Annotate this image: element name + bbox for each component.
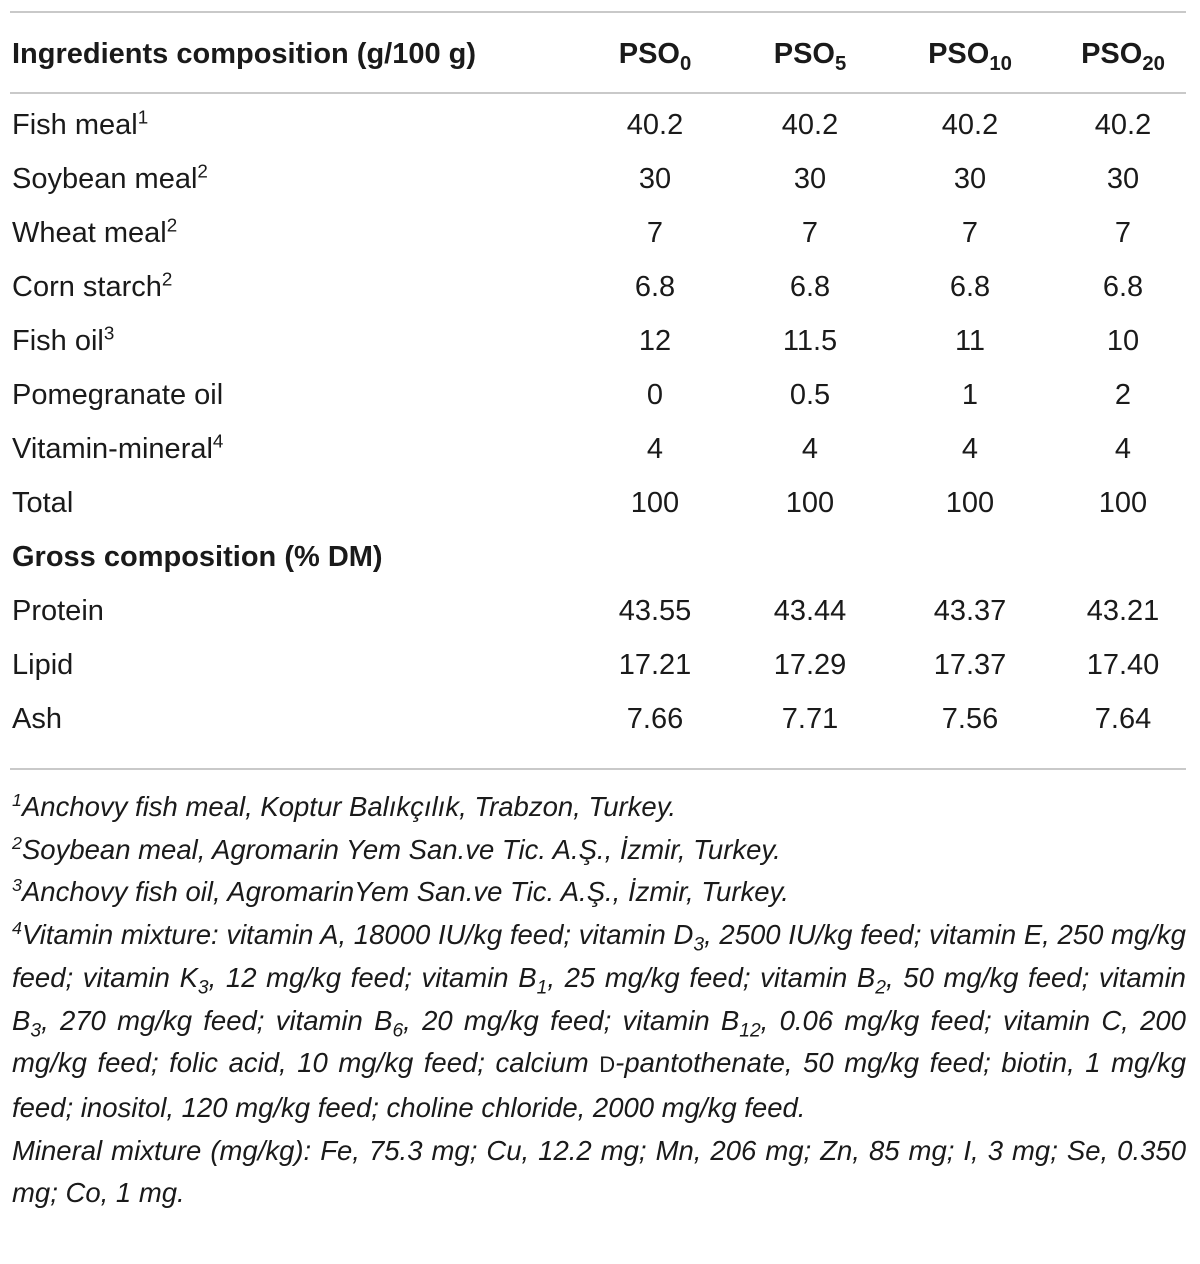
- top-rule: [10, 11, 1186, 13]
- header-ingredients-label: Ingredients composition (g/100 g): [12, 38, 477, 70]
- cell-value: 6.8: [789, 271, 831, 303]
- cell-value: 30: [793, 163, 827, 195]
- cell-value: 17.29: [773, 649, 847, 681]
- cell-value: 7: [1114, 217, 1132, 249]
- row-label: Protein: [12, 595, 104, 627]
- table-row: [10, 368, 1186, 422]
- cell-value: 100: [630, 487, 680, 519]
- cell-value: 2: [1114, 379, 1132, 411]
- table-row: [10, 584, 1186, 638]
- cell-value: 43.21: [1086, 595, 1160, 627]
- footnote-4: $^4$Vitamin mixture: vitamin A, 18000 IU/kg feed; vitamin $D_3$, 2500 IU/kg feed; vitamin E, 250 mg/kg feed; vitamin $K_3$, 12 mg/kg feed; vitamin $B_1$, 25 mg/kg feed; vitamin $B_2$, 50 mg/kg feed; vitamin $B_3$, 270 mg/kg feed; vitamin $B_6$, 20 mg/kg feed; vitamin $B_{12}$, 0.06 mg/kg feed; vitamin C, 200 mg/kg feed; folic acid, 10 mg/kg feed; calcium D-pantothenate, 50 mg/kg feed; biotin, 1 mg/kg feed; inositol, 120 mg/kg feed; choline chloride, 2000 mg/kg feed.: [12, 917, 1186, 1123]
- footnote-3: $^3$Anchovy fish oil, AgromarinYem San.ve Tic. A.Ş., İzmir, Turkey.: [12, 875, 789, 908]
- composition-table: [10, 18, 1186, 746]
- row-label: Ash: [12, 703, 62, 735]
- cell-value: 30: [953, 163, 987, 195]
- row-label: Vitamin-mineral$^4$: [12, 430, 224, 465]
- row-label: Pomegranate oil: [12, 379, 224, 411]
- table-row: [10, 638, 1186, 692]
- cell-value: 0: [646, 379, 664, 411]
- table-row: [10, 206, 1186, 260]
- section-row: [10, 530, 1186, 584]
- table-row: [10, 692, 1186, 746]
- cell-value: 4: [1114, 433, 1132, 465]
- cell-value: 12: [638, 325, 672, 357]
- row-label: Lipid: [12, 649, 74, 681]
- header-pso10: $PSO_{10}$: [928, 38, 1012, 75]
- footnote-mineral: Mineral mixture (mg/kg): Fe, 75.3 mg; Cu, 12.2 mg; Mn, 206 mg; Zn, 85 mg; I, 3 mg; Se, 0.350 mg; Co, 1 mg.: [12, 1134, 1186, 1209]
- cell-value: 100: [1098, 487, 1148, 519]
- cell-value: 4: [646, 433, 664, 465]
- bottom-rule: [10, 768, 1186, 770]
- cell-value: 30: [1106, 163, 1140, 195]
- cell-value: 0.5: [789, 379, 831, 411]
- cell-value: 7: [646, 217, 664, 249]
- row-label: Soybean meal$^2$: [12, 160, 208, 195]
- cell-value: 30: [638, 163, 672, 195]
- table-row: [10, 90, 1186, 152]
- row-label: Corn starch$^2$: [12, 268, 173, 303]
- cell-value: 40.2: [626, 109, 684, 141]
- cell-value: 7.66: [626, 703, 684, 735]
- cell-value: 6.8: [1102, 271, 1144, 303]
- header-row: [10, 18, 1186, 90]
- cell-value: 17.40: [1086, 649, 1160, 681]
- cell-value: 100: [785, 487, 835, 519]
- cell-value: 17.37: [933, 649, 1007, 681]
- cell-value: 43.37: [933, 595, 1007, 627]
- row-label: Fish oil$^3$: [12, 322, 115, 357]
- header-pso0: $PSO_0$: [618, 38, 692, 75]
- cell-value: 40.2: [1094, 109, 1152, 141]
- table-row: [10, 476, 1186, 530]
- row-label: Total: [12, 487, 74, 519]
- cell-value: 6.8: [949, 271, 991, 303]
- cell-value: 7.64: [1094, 703, 1152, 735]
- cell-value: 43.55: [618, 595, 692, 627]
- cell-value: 7: [961, 217, 979, 249]
- cell-value: 100: [945, 487, 995, 519]
- table-row: [10, 314, 1186, 368]
- table-footnotes: [12, 786, 1186, 1215]
- table-row: [10, 422, 1186, 476]
- header-pso5: $PSO_5$: [773, 38, 847, 75]
- cell-value: 43.44: [773, 595, 847, 627]
- header-pso20: $PSO_{20}$: [1081, 38, 1165, 75]
- cell-value: 11: [954, 325, 986, 357]
- cell-value: 10: [1106, 325, 1140, 357]
- table-row: [10, 260, 1186, 314]
- cell-value: 4: [961, 433, 979, 465]
- cell-value: 1: [961, 379, 979, 411]
- cell-value: 17.21: [618, 649, 692, 681]
- cell-value: 40.2: [781, 109, 839, 141]
- cell-value: 7.71: [781, 703, 839, 735]
- cell-value: 6.8: [634, 271, 676, 303]
- row-label: Wheat meal$^2$: [12, 214, 178, 249]
- cell-value: 7: [801, 217, 819, 249]
- cell-value: 7.56: [941, 703, 999, 735]
- section-heading: Gross composition (% DM): [12, 541, 383, 573]
- footnote-2: $^2$Soybean meal, Agromarin Yem San.ve Tic. A.Ş., İzmir, Turkey.: [12, 832, 781, 865]
- cell-value: 40.2: [941, 109, 999, 141]
- cell-value: 11.5: [782, 325, 838, 357]
- footnote-1: $^1$Anchovy fish meal, Koptur Balıkçılık, Trabzon, Turkey.: [12, 789, 677, 822]
- row-label: Fish meal$^1$: [12, 106, 149, 141]
- table-row: [10, 152, 1186, 206]
- cell-value: 4: [801, 433, 819, 465]
